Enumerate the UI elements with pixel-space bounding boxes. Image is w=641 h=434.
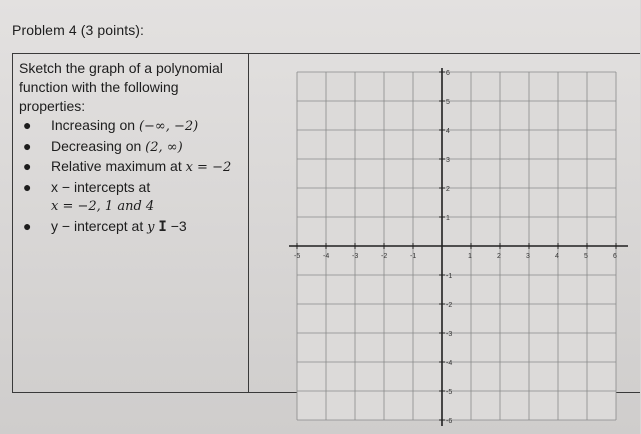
bullet-icon: ● bbox=[23, 217, 32, 234]
property-text: Decreasing on bbox=[51, 137, 146, 154]
y-tick-label: 4 bbox=[446, 128, 450, 135]
problem-table bbox=[12, 53, 640, 425]
y-tick-label: 6 bbox=[446, 70, 450, 77]
x-tick-label: 2 bbox=[497, 253, 501, 260]
x-tick-label: -4 bbox=[323, 253, 330, 260]
y-tick-label: -2 bbox=[446, 302, 453, 309]
list-item bbox=[19, 137, 248, 158]
prompt-cell bbox=[13, 54, 249, 392]
graph-cell bbox=[249, 54, 641, 425]
x-tick-label: 5 bbox=[584, 253, 588, 260]
list-item bbox=[19, 116, 248, 137]
property-text: x − intercepts at bbox=[51, 178, 151, 195]
x-tick-label: 3 bbox=[526, 253, 530, 260]
property-tail: −3 bbox=[170, 217, 187, 234]
property-text: Relative maximum at bbox=[51, 158, 186, 174]
bullet-icon: ● bbox=[23, 137, 32, 154]
property-math: x = −2, 1 and 4 bbox=[51, 199, 155, 214]
x-tick-label: 1 bbox=[468, 253, 472, 260]
property-math: (2, ∞) bbox=[145, 139, 183, 155]
y-tick-label: -6 bbox=[446, 418, 453, 425]
problem-title: Problem 4 (3 points): bbox=[12, 22, 145, 38]
y-tick-label: -1 bbox=[446, 273, 453, 280]
property-text: Increasing on bbox=[51, 117, 139, 133]
x-tick-label: -2 bbox=[381, 253, 388, 260]
list-item bbox=[19, 157, 248, 178]
bullet-icon: ● bbox=[23, 178, 32, 195]
property-list bbox=[19, 116, 248, 237]
y-tick-label: -5 bbox=[446, 389, 453, 396]
y-tick-label: 3 bbox=[446, 157, 450, 164]
bullet-icon: ● bbox=[23, 158, 32, 174]
y-tick-label: -4 bbox=[446, 360, 453, 367]
bullet-icon: ● bbox=[23, 117, 32, 133]
text-cursor-icon: I bbox=[158, 218, 167, 235]
y-tick-label: 2 bbox=[446, 186, 450, 193]
y-tick-label: -3 bbox=[446, 331, 453, 338]
coordinate-grid[interactable] bbox=[249, 54, 641, 425]
prompt-intro: Sketch the graph of a polynomial function with the following properties: bbox=[19, 60, 223, 114]
x-tick-label: 6 bbox=[613, 253, 617, 260]
property-math: (−∞, −2) bbox=[138, 119, 199, 134]
list-item bbox=[19, 178, 248, 217]
y-tick-label: 5 bbox=[446, 99, 450, 106]
property-math: y bbox=[147, 219, 155, 235]
y-tick-label: 1 bbox=[446, 215, 450, 222]
property-text: y − intercept at bbox=[51, 217, 148, 234]
x-tick-label: -5 bbox=[294, 253, 301, 260]
list-item bbox=[19, 217, 248, 238]
x-tick-label: -3 bbox=[352, 253, 359, 260]
x-tick-label: 4 bbox=[555, 253, 559, 260]
x-tick-label: -1 bbox=[410, 253, 417, 260]
property-math: x = −2 bbox=[185, 160, 232, 175]
